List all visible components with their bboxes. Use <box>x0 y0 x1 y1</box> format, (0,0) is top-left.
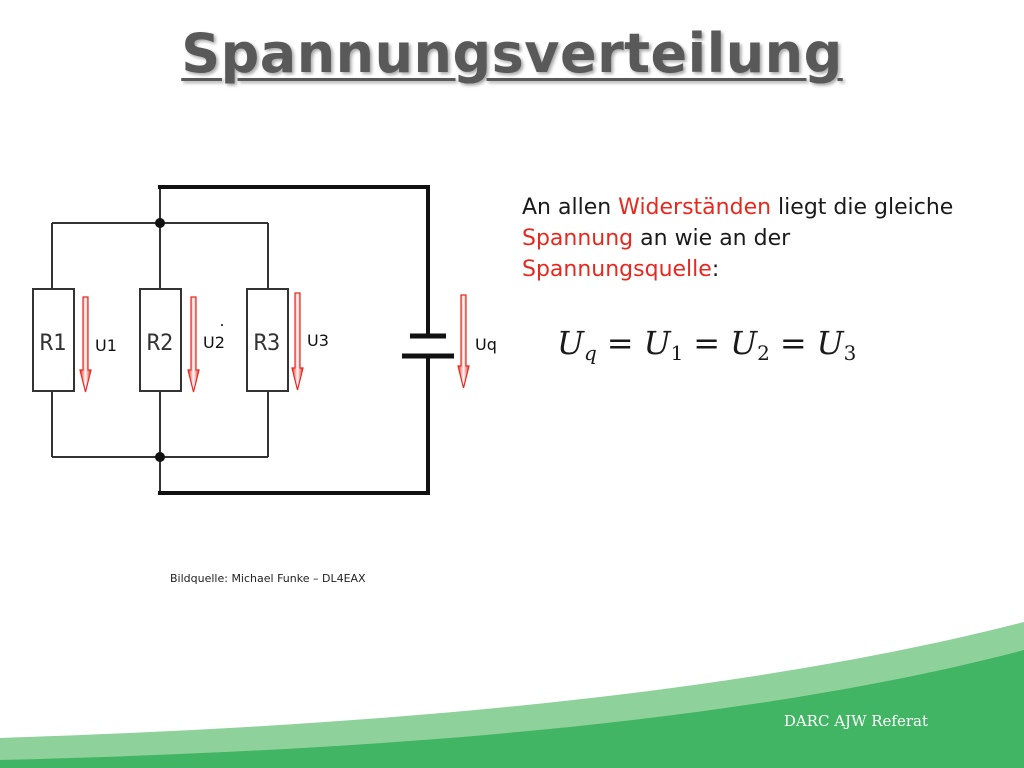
voltage-arrow-u3 <box>292 293 329 390</box>
description-text <box>522 192 962 285</box>
desc-part2: liegt die gleiche <box>771 195 954 220</box>
formula-equals-2: = <box>693 324 721 362</box>
formula-sub-q: q <box>583 341 597 365</box>
desc-highlight-resistors: Widerständen <box>618 195 772 220</box>
slide-title: Spannungsverteilung <box>181 22 843 85</box>
voltage-label-u1: U1 <box>95 336 117 355</box>
resistor-r2-label: R2 <box>146 331 174 356</box>
desc-highlight-source: Spannungsquelle <box>522 257 712 282</box>
image-source-credit: Bildquelle: Michael Funke – DL4EAX <box>170 572 366 585</box>
voltage-arrow-u1 <box>80 297 117 392</box>
voltage-arrow-u2 <box>188 297 225 392</box>
formula-equals-1: = <box>606 324 634 362</box>
battery-symbol <box>402 336 454 356</box>
voltage-label-u3: U3 <box>307 331 329 350</box>
formula-u-3: U <box>816 324 844 362</box>
desc-part1: An allen <box>522 195 619 220</box>
formula-u-q: U <box>557 324 584 362</box>
resistor-r3-label: R3 <box>253 331 281 356</box>
desc-part3: an wie an der <box>633 226 791 251</box>
formula-sub-1: 1 <box>670 341 684 365</box>
resistor-r1-label: R1 <box>39 331 67 356</box>
resistor-r3 <box>247 289 288 391</box>
voltage-label-uq: Uq <box>475 335 497 354</box>
formula-sub-3: 3 <box>843 341 857 365</box>
voltage-formula <box>557 324 856 365</box>
formula-u-2: U <box>730 324 758 362</box>
supply-wires <box>158 187 430 493</box>
junction-bottom <box>155 452 165 462</box>
formula-sub-2: 2 <box>757 341 770 365</box>
junction-top <box>155 218 165 228</box>
resistor-r1 <box>33 289 74 391</box>
desc-part4: : <box>711 257 720 282</box>
junction-small <box>221 324 223 326</box>
voltage-label-u2: U2 <box>203 333 225 352</box>
resistor-r2 <box>140 289 181 391</box>
voltage-arrow-uq <box>458 295 497 388</box>
formula-equals-3: = <box>779 324 807 362</box>
footer-label: DARC AJW Referat <box>783 712 928 730</box>
formula-u-1: U <box>643 324 671 362</box>
desc-highlight-voltage: Spannung <box>522 226 634 251</box>
